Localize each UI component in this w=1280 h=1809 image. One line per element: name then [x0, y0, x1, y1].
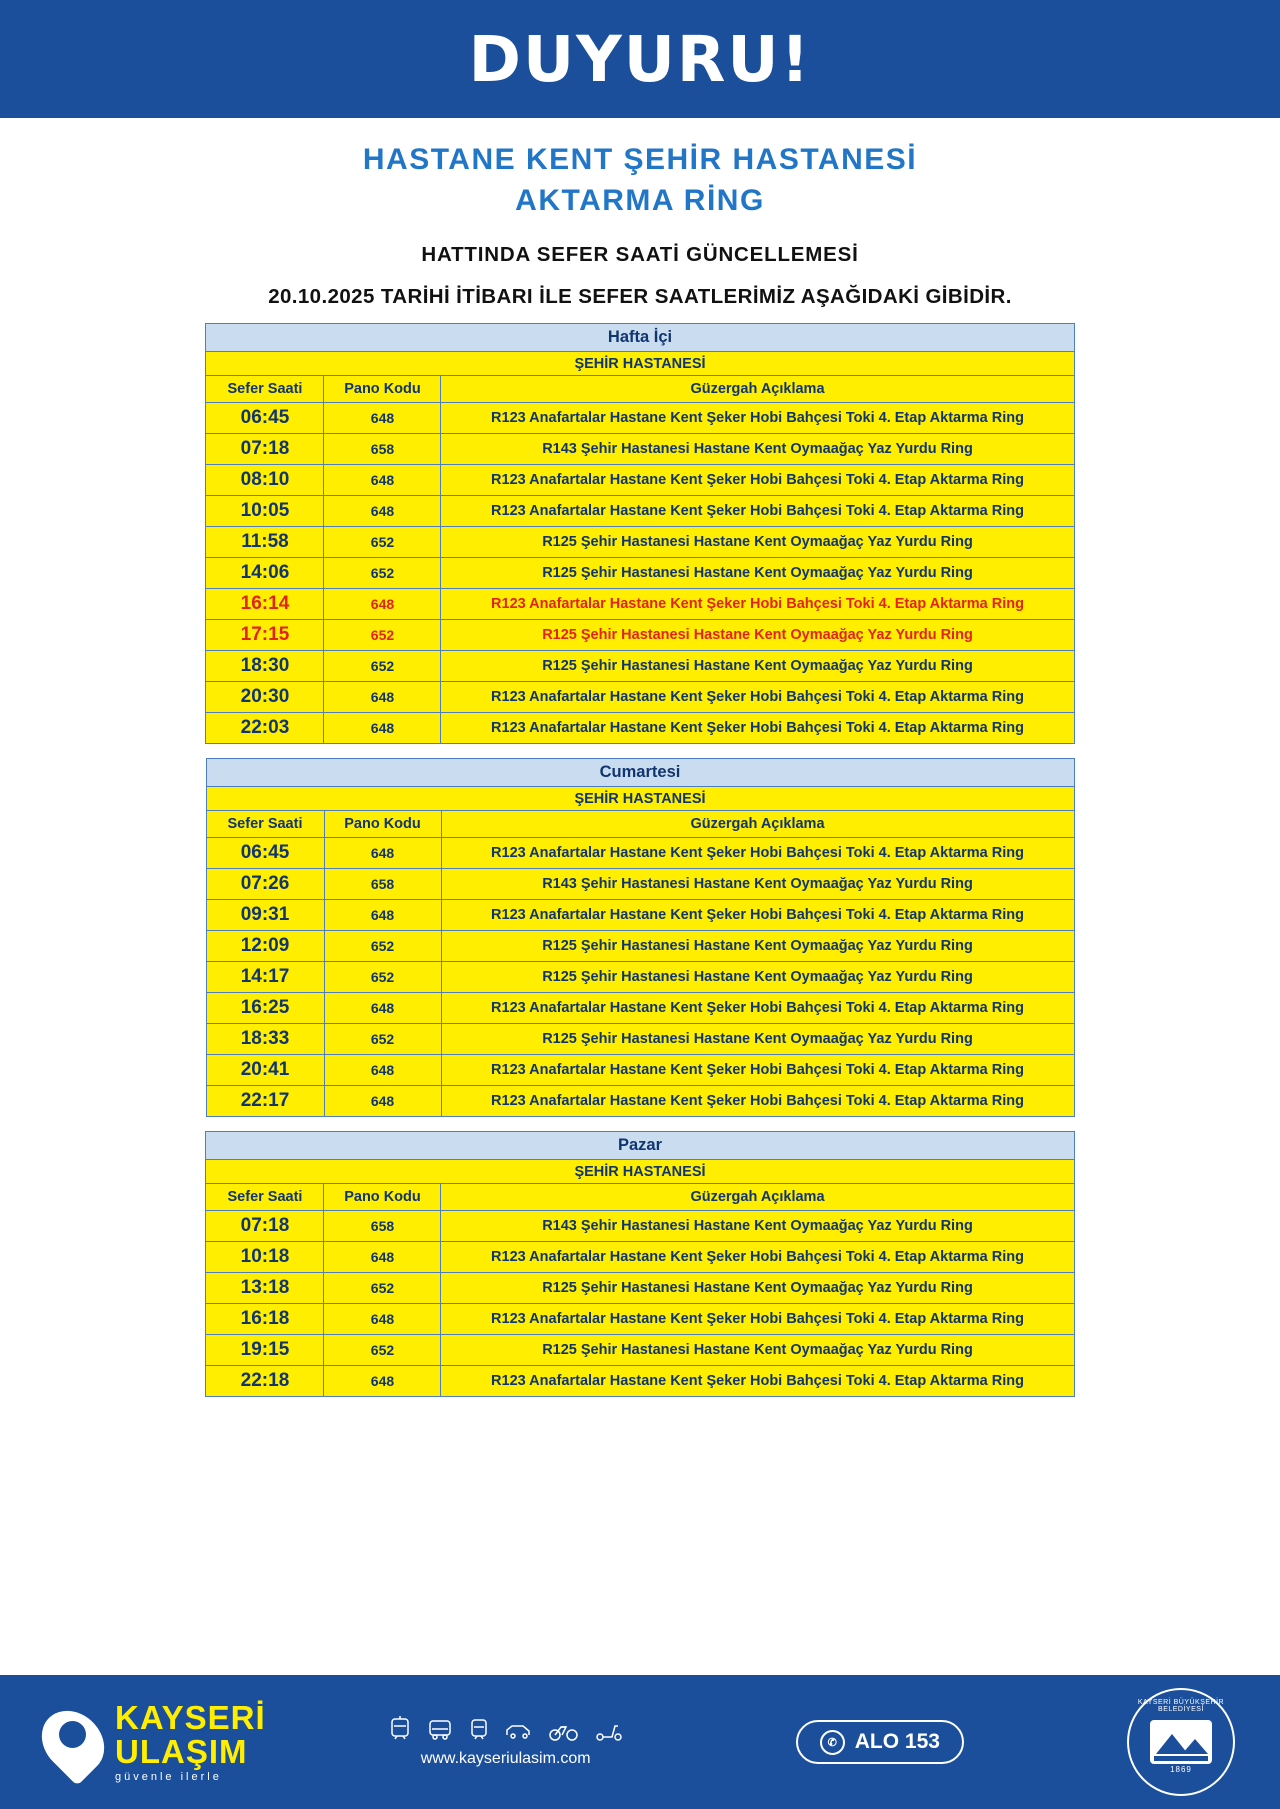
- route-title-line2: AKTARMA RİNG: [515, 183, 765, 217]
- cell-code: 658: [324, 869, 441, 900]
- cell-route: R123 Anafartalar Hastane Kent Şeker Hobi Bahçesi Toki 4. Etap Aktarma Ring: [441, 1304, 1074, 1335]
- brand-line2: ULAŞIM: [115, 1732, 248, 1770]
- table-row: [206, 1086, 1074, 1117]
- cell-code: 652: [324, 1024, 441, 1055]
- column-header-code: Pano Kodu: [324, 376, 441, 403]
- cell-route: R125 Şehir Hastanesi Hastane Kent Oymaağaç Yaz Yurdu Ring: [441, 1273, 1074, 1304]
- cell-route: R125 Şehir Hastanesi Hastane Kent Oymaağaç Yaz Yurdu Ring: [441, 651, 1074, 682]
- table-row: [206, 589, 1074, 620]
- cell-code: 648: [324, 682, 441, 713]
- cell-code: 652: [324, 962, 441, 993]
- cell-time: 22:03: [206, 713, 324, 744]
- day-header: Cumartesi: [206, 759, 1074, 787]
- day-header: Pazar: [206, 1132, 1074, 1160]
- transport-mode-icons: [389, 1716, 623, 1742]
- cell-route: R123 Anafartalar Hastane Kent Şeker Hobi Bahçesi Toki 4. Etap Aktarma Ring: [441, 1055, 1074, 1086]
- effective-date-note: 20.10.2025 TARİHİ İTİBARI İLE SEFER SAATLERİMİZ AŞAĞIDAKİ GİBİDİR.: [268, 285, 1012, 308]
- table-row: [206, 869, 1074, 900]
- bicycle-icon: [549, 1722, 579, 1742]
- cell-time: 19:15: [206, 1335, 324, 1366]
- table-row: [206, 403, 1074, 434]
- cell-time: 10:18: [206, 1242, 324, 1273]
- column-header-route: Güzergah Açıklama: [441, 1184, 1074, 1211]
- table-row: [206, 1242, 1074, 1273]
- cell-time: 17:15: [206, 620, 324, 651]
- cell-time: 16:25: [206, 993, 324, 1024]
- cell-code: 652: [324, 931, 441, 962]
- cell-code: 648: [324, 993, 441, 1024]
- column-header-route: Güzergah Açıklama: [441, 376, 1074, 403]
- table-row: [206, 465, 1074, 496]
- cell-time: 20:30: [206, 682, 324, 713]
- cell-code: 652: [324, 651, 441, 682]
- cell-time: 14:17: [206, 962, 324, 993]
- column-header-time: Sefer Saati: [206, 811, 324, 838]
- train-icon: [469, 1718, 489, 1742]
- cell-time: 10:05: [206, 496, 324, 527]
- table-row: [206, 1024, 1074, 1055]
- update-subtitle: HATTINDA SEFER SAATİ GÜNCELLEMESİ: [421, 243, 859, 266]
- table-row: [206, 900, 1074, 931]
- cell-time: 09:31: [206, 900, 324, 931]
- cell-route: R123 Anafartalar Hastane Kent Şeker Hobi Bahçesi Toki 4. Etap Aktarma Ring: [441, 589, 1074, 620]
- station-header: ŞEHİR HASTANESİ: [206, 1160, 1074, 1184]
- cell-route: R123 Anafartalar Hastane Kent Şeker Hobi Bahçesi Toki 4. Etap Aktarma Ring: [441, 713, 1074, 744]
- cell-route: R123 Anafartalar Hastane Kent Şeker Hobi Bahçesi Toki 4. Etap Aktarma Ring: [441, 1366, 1074, 1397]
- cell-route: R123 Anafartalar Hastane Kent Şeker Hobi Bahçesi Toki 4. Etap Aktarma Ring: [441, 1086, 1074, 1117]
- location-pin-icon: [45, 1708, 101, 1776]
- cell-code: 648: [324, 1242, 441, 1273]
- seal-top-text: KAYSERİ BÜYÜKŞEHİR BELEDİYESİ: [1137, 1699, 1225, 1713]
- tram-icon: [389, 1716, 411, 1742]
- brand-slogan: güvenle ilerle: [115, 1771, 222, 1784]
- table-row: [206, 713, 1074, 744]
- route-title-line1: HASTANE KENT ŞEHİR HASTANESİ: [362, 143, 918, 176]
- table-row: [206, 1304, 1074, 1335]
- cell-code: 652: [324, 1335, 441, 1366]
- table-row: [206, 558, 1074, 589]
- minibus-icon: [505, 1722, 533, 1742]
- cell-time: 14:06: [206, 558, 324, 589]
- schedule-block-saturday: [85, 758, 1195, 1117]
- municipality-seal: [1127, 1688, 1235, 1796]
- cell-route: R143 Şehir Hastanesi Hastane Kent Oymaağaç Yaz Yurdu Ring: [441, 1211, 1074, 1242]
- cell-time: 07:26: [206, 869, 324, 900]
- cell-route: R123 Anafartalar Hastane Kent Şeker Hobi Bahçesi Toki 4. Etap Aktarma Ring: [441, 1242, 1074, 1273]
- table-row: [206, 1335, 1074, 1366]
- cell-time: 12:09: [206, 931, 324, 962]
- cell-code: 652: [324, 527, 441, 558]
- cell-code: 648: [324, 900, 441, 931]
- cell-code: 652: [324, 620, 441, 651]
- schedule-table-saturday: [206, 758, 1075, 1117]
- column-header-code: Pano Kodu: [324, 811, 441, 838]
- column-header-code: Pano Kodu: [324, 1184, 441, 1211]
- cell-code: 648: [324, 1366, 441, 1397]
- table-row: [206, 1055, 1074, 1086]
- cell-route: R123 Anafartalar Hastane Kent Şeker Hobi Bahçesi Toki 4. Etap Aktarma Ring: [441, 465, 1074, 496]
- cell-code: 652: [324, 558, 441, 589]
- brand-line1: KAYSERİ: [115, 1698, 266, 1736]
- cell-time: 22:18: [206, 1366, 324, 1397]
- seal-emblem-icon: [1150, 1720, 1212, 1764]
- table-row: [206, 1366, 1074, 1397]
- announcement-page: [85, 0, 1195, 1423]
- cell-route: R143 Şehir Hastanesi Hastane Kent Oymaağaç Yaz Yurdu Ring: [441, 869, 1074, 900]
- cell-route: R143 Şehir Hastanesi Hastane Kent Oymaağaç Yaz Yurdu Ring: [441, 434, 1074, 465]
- cell-time: 07:18: [206, 1211, 324, 1242]
- cell-code: 648: [324, 1055, 441, 1086]
- table-row: [206, 682, 1074, 713]
- cell-time: 16:18: [206, 1304, 324, 1335]
- cell-route: R125 Şehir Hastanesi Hastane Kent Oymaağaç Yaz Yurdu Ring: [441, 558, 1074, 589]
- cell-time: 07:18: [206, 434, 324, 465]
- scooter-icon: [595, 1722, 623, 1742]
- cell-code: 648: [324, 465, 441, 496]
- top-banner: [0, 0, 1280, 118]
- table-row: [206, 962, 1074, 993]
- phone-icon: ✆: [820, 1730, 845, 1755]
- cell-code: 648: [324, 1304, 441, 1335]
- cell-code: 648: [324, 403, 441, 434]
- cell-time: 06:45: [206, 403, 324, 434]
- cell-route: R123 Anafartalar Hastane Kent Şeker Hobi Bahçesi Toki 4. Etap Aktarma Ring: [441, 838, 1074, 869]
- cell-time: 18:33: [206, 1024, 324, 1055]
- cell-code: 648: [324, 496, 441, 527]
- cell-route: R123 Anafartalar Hastane Kent Şeker Hobi Bahçesi Toki 4. Etap Aktarma Ring: [441, 496, 1074, 527]
- cell-route: R125 Şehir Hastanesi Hastane Kent Oymaağaç Yaz Yurdu Ring: [441, 1335, 1074, 1366]
- cell-time: 16:14: [206, 589, 324, 620]
- hotline-badge[interactable]: [796, 1720, 964, 1764]
- cell-time: 22:17: [206, 1086, 324, 1117]
- cell-route: R125 Şehir Hastanesi Hastane Kent Oymaağaç Yaz Yurdu Ring: [441, 962, 1074, 993]
- bus-icon: [427, 1718, 453, 1742]
- table-row: [206, 496, 1074, 527]
- day-header: Hafta İçi: [206, 324, 1074, 352]
- station-header: ŞEHİR HASTANESİ: [206, 352, 1074, 376]
- column-header-time: Sefer Saati: [206, 376, 324, 403]
- cell-code: 658: [324, 1211, 441, 1242]
- footer-bar: [0, 1675, 1280, 1809]
- cell-time: 18:30: [206, 651, 324, 682]
- cell-route: R123 Anafartalar Hastane Kent Şeker Hobi Bahçesi Toki 4. Etap Aktarma Ring: [441, 682, 1074, 713]
- cell-code: 648: [324, 589, 441, 620]
- schedule-table-weekday: [205, 323, 1074, 744]
- cell-code: 648: [324, 713, 441, 744]
- station-header: ŞEHİR HASTANESİ: [206, 787, 1074, 811]
- cell-route: R123 Anafartalar Hastane Kent Şeker Hobi Bahçesi Toki 4. Etap Aktarma Ring: [441, 403, 1074, 434]
- cell-route: R125 Şehir Hastanesi Hastane Kent Oymaağaç Yaz Yurdu Ring: [441, 620, 1074, 651]
- cell-code: 648: [324, 1086, 441, 1117]
- hotline-label: ALO 153: [854, 1730, 940, 1753]
- table-row: [206, 620, 1074, 651]
- cell-route: R125 Şehir Hastanesi Hastane Kent Oymaağaç Yaz Yurdu Ring: [441, 931, 1074, 962]
- cell-code: 652: [324, 1273, 441, 1304]
- schedule-block-weekday: [85, 323, 1195, 744]
- subtitle-block: [85, 140, 1195, 309]
- cell-time: 06:45: [206, 838, 324, 869]
- cell-code: 648: [324, 838, 441, 869]
- column-header-route: Güzergah Açıklama: [441, 811, 1074, 838]
- website-url[interactable]: www.kayseriulasim.com: [420, 1750, 591, 1767]
- seal-year: 1869: [1170, 1765, 1192, 1774]
- table-row: [206, 931, 1074, 962]
- cell-route: R123 Anafartalar Hastane Kent Şeker Hobi Bahçesi Toki 4. Etap Aktarma Ring: [441, 900, 1074, 931]
- cell-time: 20:41: [206, 1055, 324, 1086]
- cell-time: 11:58: [206, 527, 324, 558]
- cell-route: R125 Şehir Hastanesi Hastane Kent Oymaağaç Yaz Yurdu Ring: [441, 527, 1074, 558]
- kayseri-ulasim-logo: [45, 1698, 266, 1784]
- cell-route: R123 Anafartalar Hastane Kent Şeker Hobi Bahçesi Toki 4. Etap Aktarma Ring: [441, 993, 1074, 1024]
- table-row: [206, 651, 1074, 682]
- cell-time: 13:18: [206, 1273, 324, 1304]
- cell-code: 658: [324, 434, 441, 465]
- cell-time: 08:10: [206, 465, 324, 496]
- schedule-table-sunday: [205, 1131, 1074, 1397]
- table-row: [206, 993, 1074, 1024]
- table-row: [206, 527, 1074, 558]
- table-row: [206, 1273, 1074, 1304]
- table-row: [206, 838, 1074, 869]
- cell-route: R125 Şehir Hastanesi Hastane Kent Oymaağaç Yaz Yurdu Ring: [441, 1024, 1074, 1055]
- table-row: [206, 434, 1074, 465]
- column-header-time: Sefer Saati: [206, 1184, 324, 1211]
- footer-info: [389, 1716, 623, 1768]
- table-row: [206, 1211, 1074, 1242]
- banner-title: DUYURU!: [468, 22, 812, 96]
- schedule-block-sunday: [85, 1131, 1195, 1397]
